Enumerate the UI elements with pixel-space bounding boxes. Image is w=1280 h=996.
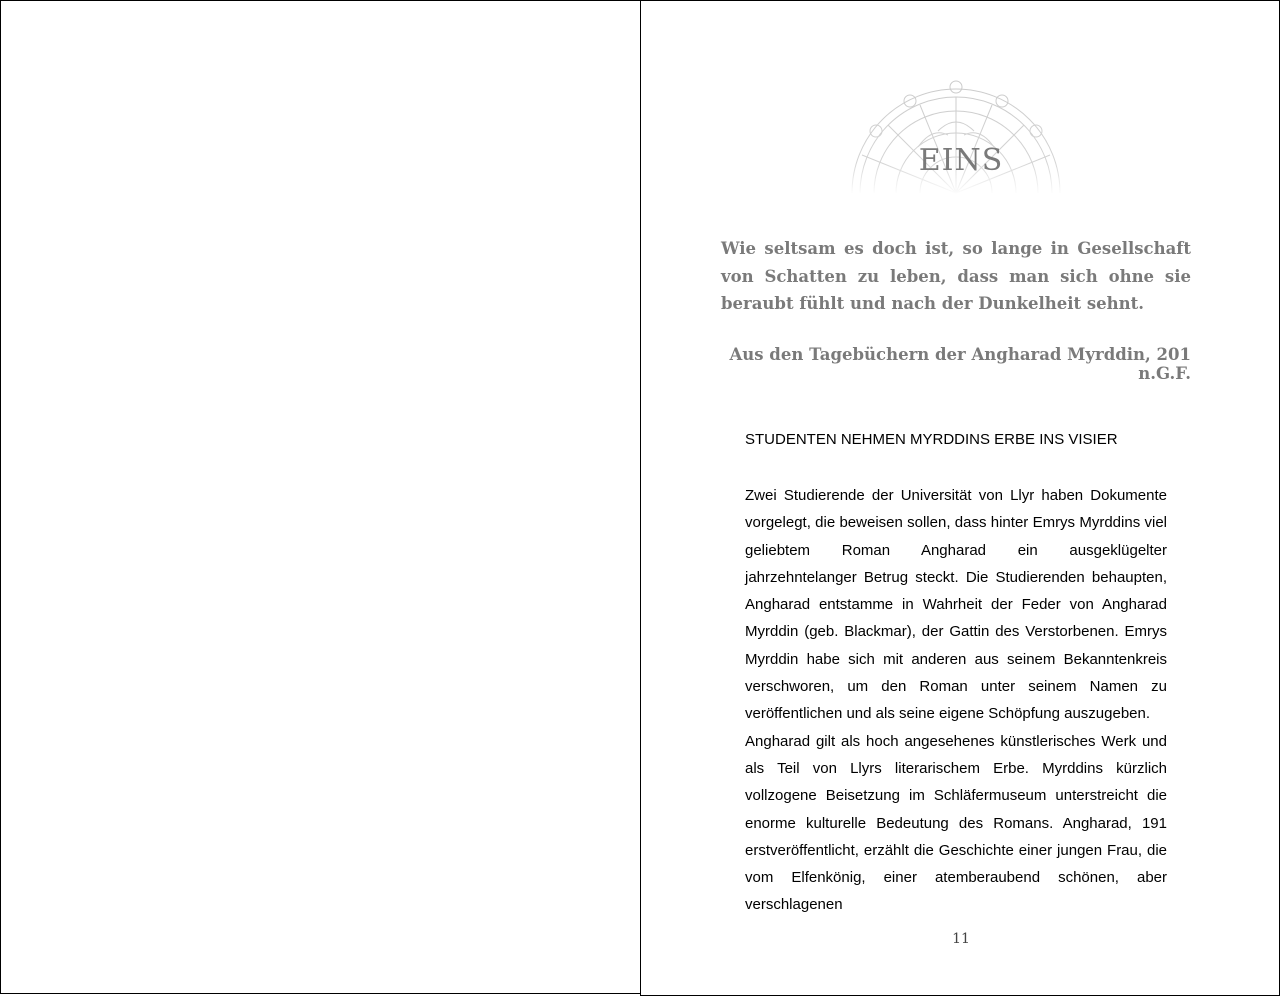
chapter-title: EINS (918, 143, 1004, 178)
epigraph-source: Aus den Tagebüchern der Angharad Myrddin, 201 n.G.F. (729, 345, 1191, 383)
article-paragraph: Zwei Studierende der Universität von Llyr haben Dokumente vorgelegt, die beweisen sollen, dass hinter Emrys Myrddins viel geliebtem Roman Angharad ein ausgeklügelter jahrzehntelanger Betrug steckt. Die Studierenden behaupten, Angharad entstamme in Wahrheit der Feder von Angharad Myrddin (geb. Blackmar), der Gattin des Verstorbenen. Emrys Myrddin habe sich mit anderen aus seinem Bekanntenkreis verschworen, um den Roman unter seinem Namen zu veröffentlichen und als seine eigene Schöpfung auszugeben. (745, 487, 1167, 723)
article-body (745, 482, 1167, 919)
left-page (0, 0, 641, 994)
epigraph-quote: Wie seltsam es doch ist, so lange in Gesellschaft von Schatten zu leben, dass man sich ohne sie beraubt fühlt und nach der Dunkelheit sehnt. (721, 239, 1191, 313)
page-number: 11 (952, 931, 970, 947)
right-page (640, 0, 1280, 996)
article-paragraph: Angharad gilt als hoch angesehenes künstlerisches Werk und als Teil von Llyrs literarischem Erbe. Myrddins kürzlich vollzogene Beisetzung im Schläfermuseum unterstreicht die enorme kulturelle Bedeutung des Romans. Angharad, 191 erstveröffentlicht, erzählt die Geschichte einer jungen Frau, die vom Elfenkönig, einer atemberaubend schönen, aber verschlagenen (745, 732, 1167, 914)
article-headline: STUDENTEN NEHMEN MYRDDINS ERBE INS VISIER (745, 431, 1118, 448)
